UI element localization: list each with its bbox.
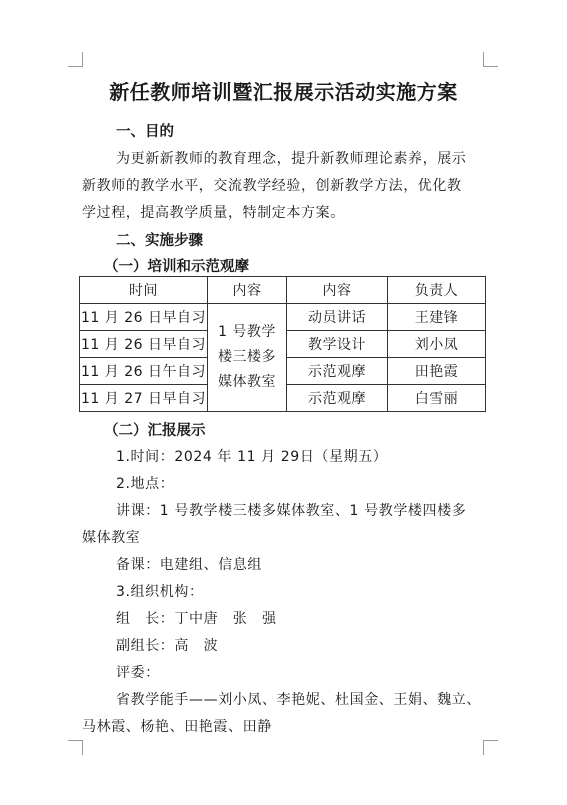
report-place-line: 2.地点：	[116, 476, 175, 492]
header-owner: 负责人	[388, 277, 486, 304]
judges-names-line-1: 省教学能手——刘小凤、李艳妮、杜国金、王娟、魏立、	[116, 692, 481, 708]
header-location: 内容	[208, 277, 287, 304]
subheading-report-show: （二）汇报展示	[104, 423, 206, 439]
location-line: 楼三楼多	[218, 349, 276, 365]
cell-content: 示范观摩	[287, 385, 388, 412]
page-corner-mark-bottom-left	[68, 740, 83, 755]
subheading-training: （一）培训和示范观摩	[104, 259, 249, 275]
report-time-line: 1.时间：2024 年 11 月 29日（星期五）	[116, 449, 388, 465]
header-time: 时间	[80, 277, 208, 304]
cell-content: 教学设计	[287, 331, 388, 358]
location-line: 媒体教室	[218, 374, 276, 390]
team-leader-line: 组 长：丁中唐 张 强	[116, 611, 277, 627]
document-title: 新任教师培训暨汇报展示活动实施方案	[109, 80, 458, 104]
cell-owner: 白雪丽	[388, 385, 486, 412]
lecture-location-line-2: 媒体教室	[82, 530, 141, 546]
cell-content: 动员讲话	[287, 304, 388, 331]
cell-owner: 刘小凤	[388, 331, 486, 358]
cell-time: 11 月 26 日午自习	[80, 358, 208, 385]
judges-names-line-2: 马林霞、杨艳、田艳霞、田静	[82, 719, 272, 735]
cell-time: 11 月 26 日早自习	[80, 331, 208, 358]
table-header-row	[80, 277, 486, 304]
cell-owner: 王建锋	[388, 304, 486, 331]
table-row	[80, 304, 486, 331]
cell-location	[208, 304, 287, 412]
organization-line: 3.组织机构：	[116, 584, 204, 600]
cell-owner: 田艳霞	[388, 358, 486, 385]
section-heading-steps: 二、实施步骤	[116, 233, 203, 249]
training-schedule-table	[79, 276, 486, 412]
page-corner-mark-bottom-right	[483, 740, 498, 755]
vice-leader-line: 副组长：高 波	[116, 638, 219, 654]
cell-time: 11 月 26 日早自习	[80, 304, 208, 331]
prep-groups-line: 备课：电建组、信息组	[116, 557, 262, 573]
lecture-location-line-1: 讲课：1 号教学楼三楼多媒体教室、1 号教学楼四楼多	[116, 503, 467, 519]
cell-content: 示范观摩	[287, 358, 388, 385]
judges-line: 评委：	[116, 665, 160, 681]
page-corner-mark-top-right	[483, 52, 498, 67]
purpose-paragraph-line-2: 新教师的教学水平，交流教学经验，创新教学方法，优化教	[82, 178, 462, 194]
purpose-paragraph-line-3: 学过程，提高教学质量，特制定本方案。	[82, 205, 345, 221]
purpose-paragraph-line-1: 为更新新教师的教育理念，提升新教师理论素养，展示	[116, 151, 467, 167]
page-corner-mark-top-left	[68, 52, 83, 67]
section-heading-purpose: 一、目的	[116, 124, 174, 140]
location-line: 1 号教学	[218, 324, 276, 340]
cell-time: 11 月 27 日早自习	[80, 385, 208, 412]
header-content: 内容	[287, 277, 388, 304]
